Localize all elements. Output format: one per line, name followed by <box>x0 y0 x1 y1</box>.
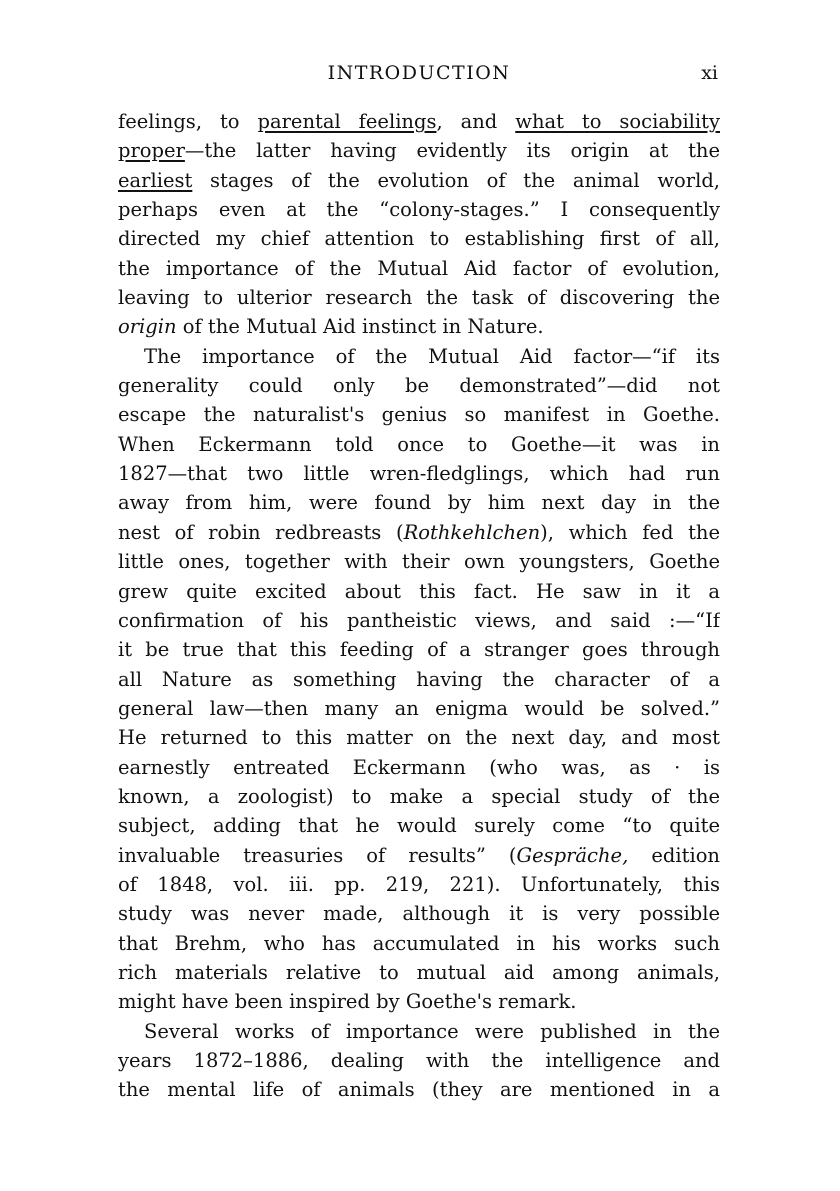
body-text <box>118 107 720 1105</box>
text-line: 1827—that two little wren-fledglings, which had run <box>118 462 720 486</box>
text-line: rich materials relative to mutual aid among animals, <box>118 960 720 984</box>
text-line: leaving to ulterior research the task of discovering the <box>118 286 720 310</box>
text-run: ), which fed the <box>540 520 720 544</box>
text-line: perhaps even at the “colony-stages.” I consequently <box>118 198 720 222</box>
text-line <box>118 841 720 870</box>
text-line <box>118 166 720 195</box>
text-line: confirmation of his pantheistic views, and said :—“If <box>118 608 720 632</box>
text-line: study was never made, although it is very possible <box>118 902 720 926</box>
italic-text: Rothkehlchen <box>403 520 541 544</box>
text-line: general law—then many an enigma would be solved.” <box>118 696 720 720</box>
text-run: —the latter having evidently its origin at the <box>184 139 720 163</box>
text-line: directed my chief attention to establishing first of all, <box>118 227 720 251</box>
text-line: the mental life of animals (they are mentioned in a <box>118 1078 720 1102</box>
text-run: nest of robin redbreasts ( <box>118 520 404 544</box>
text-line: of 1848, vol. iii. pp. 219, 221). Unfortunately, this <box>118 872 720 896</box>
text-run: of the Mutual Aid instinct in Nature. <box>176 315 544 339</box>
text-line: grew quite excited about this fact. He saw in it a <box>118 579 720 603</box>
running-head <box>118 62 720 90</box>
text-line: escape the naturalist's genius so manifest in Goethe. <box>118 403 720 427</box>
text-line <box>118 312 720 341</box>
underlined-text: what to sociability <box>515 110 720 133</box>
text-line: When Eckermann told once to Goethe—it was in <box>118 432 720 456</box>
text-line: earnestly entreated Eckermann (who was, as · is <box>118 755 720 779</box>
text-line: years 1872–1886, dealing with the intelligence and <box>118 1049 720 1072</box>
text-line: known, a zoologist) to make a special study of the <box>118 784 720 808</box>
text-run: invaluable treasuries of results” ( <box>118 843 517 867</box>
page-number: xi <box>701 62 718 84</box>
text-line: subject, adding that he would surely come “to quite <box>118 814 720 838</box>
text-line <box>118 518 720 547</box>
text-line: all Nature as something having the character of a <box>118 667 720 691</box>
text-run: feelings, to <box>118 110 258 133</box>
underlined-text: parental feelings <box>257 110 437 133</box>
text-run: , and <box>436 110 516 133</box>
italic-text: origin <box>118 315 177 339</box>
text-line: might have been inspired by Goethe's remark. <box>118 990 577 1014</box>
text-line <box>118 136 720 165</box>
underlined-text: proper <box>118 139 185 163</box>
text-line: it be true that this feeding of a stranger goes through <box>118 638 720 662</box>
chapter-title: INTRODUCTION <box>327 62 511 84</box>
text-line: the importance of the Mutual Aid factor of evolution, <box>118 256 720 280</box>
text-line: away from him, were found by him next day in the <box>118 491 720 515</box>
paragraph-start-line: The importance of the Mutual Aid factor—“if its <box>144 344 720 368</box>
text-line: that Brehm, who has accumulated in his works such <box>118 931 720 955</box>
text-line: generality could only be demonstrated”—did not <box>118 374 720 398</box>
text-line: He returned to this matter on the next day, and most <box>118 726 720 750</box>
italic-text: Gespräche, <box>516 843 629 867</box>
text-line: little ones, together with their own youngsters, Goethe <box>118 550 720 574</box>
paragraph-start-line: Several works of importance were published in the <box>144 1019 720 1043</box>
text-line <box>118 107 720 136</box>
underlined-text: earliest <box>118 168 193 192</box>
text-run: stages of the evolution of the animal world, <box>192 168 720 192</box>
text-run: edition <box>628 843 720 867</box>
